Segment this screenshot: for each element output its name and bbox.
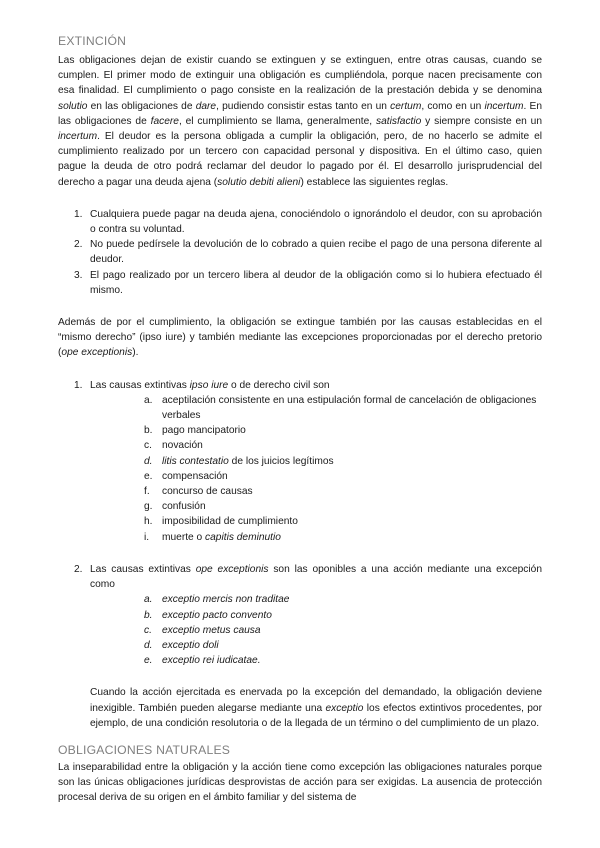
list-item: c. novación [144, 440, 203, 452]
list-item: d. litis contestatio de los juicios legítimos [144, 455, 334, 467]
list-item: b. pago mancipatorio [144, 425, 246, 437]
extinction-causes-list [58, 378, 542, 669]
list-item: c. exceptio metus causa [144, 624, 261, 636]
list-item: e. exceptio rei iudicatae. [144, 655, 261, 667]
list-item: i. muerte o capitis deminutio [144, 531, 281, 543]
list-item: 2. No puede pedírsele la devolución de lo cobrado a quien recibe el pago de una persona diferente al deudor. [74, 239, 542, 266]
extinction-causes-paragraph: Además de por el cumplimiento, la obligación se extingue también por las causas establecidas en el “mismo derecho” (ipso iure) y también mediante las excepciones proporcionadas por el derecho pretorio (ope exceptionis). [58, 317, 542, 359]
section-heading-obligaciones-naturales: OBLIGACIONES NATURALES [58, 742, 231, 757]
list-item: b. exceptio pacto convento [144, 609, 272, 621]
list-item: f. concurso de causas [144, 486, 253, 498]
list-item: h. imposibilidad de cumplimiento [144, 516, 298, 528]
document-body [58, 33, 542, 806]
ope-exceptionis-sublist [90, 592, 542, 668]
list-item: a. exceptio mercis non traditae [144, 594, 290, 606]
list-item: d. exceptio doli [144, 639, 219, 651]
exception-effects-paragraph: Cuando la acción ejercitada es enervada po la excepción del demandado, la obligación deviene inexigible. También pueden alegarse mediante una exceptio los efectos extintivos procedentes, por ejemplo, de una condición resolutoria o de la llegada de un término o del cumplimiento de un plazo. [90, 687, 542, 729]
list-item: 3. El pago realizado por un tercero libera al deudor de la obligación como si lo hubiera efectuado él mismo. [74, 269, 542, 296]
ipso-iure-sublist [90, 393, 542, 545]
intro-paragraph: Las obligaciones dejan de existir cuando se extinguen y se extinguen, entre otras causas, cuando se cumplen. El primer modo de extinguir una obligación es cumpliéndola, porque nacen precisamente con esa finalidad. El cumplimiento o pago consiste en la realización de la prestación debida y se denomina solutio en las obligaciones de dare, pudiendo consistir estas tanto en un certum, como en un incertum. En las obligaciones de facere, el cumplimiento se llama, generalmente, satisfactio y siempre consiste en un incertum. El deudor es la persona obligada a cumplir la obligación, pero, de no hacerlo se admite el cumplimiento realizado por un tercero con capacidad personal y dispositiva. En el último caso, quien pague la deuda de otro podrá reclamar del deudor lo pagado por él. El desarrollo jurisprudencial del derecho a pagar una deuda ajena (solutio debiti alieni) establece las siguientes reglas. [58, 55, 543, 188]
list-item-ope-exceptionis: 2. Las causas extintivas ope exceptionis son las oponibles a una acción mediante una excepción como a. exceptio mercis non traditae b. exceptio pacto convento c. exceptio metus causa d. exceptio doli e. exceptio rei iudicatae. [58, 562, 542, 668]
list-item-ipso-iure: 1. Las causas extintivas ipso iure o de derecho civil son a. aceptilación consistente en una estipulación formal de cancelación de obligaciones verbales b. pago mancipatorio c. novación d. litis contestatio de los juicios legítimos e. compensación f. concurso de causas g. confusión h. imposibilidad de cumplimiento i. muerte o capitis deminutio [58, 378, 542, 545]
list-item: g. confusión [144, 501, 206, 513]
section-heading-extincion: EXTINCIÓN [58, 34, 127, 48]
list-item: 1. Cualquiera puede pagar na deuda ajena, conociéndolo o ignorándolo el deudor, con su aprobación o contra su voluntad. [74, 208, 542, 236]
natural-obligations-paragraph: La inseparabilidad entre la obligación y la acción tiene como excepción las obligaciones naturales porque son las únicas obligaciones jurídicas desprovistas de acción para ser exigidas. La ausencia de protección procesal deriva de su origen en el ámbito familiar y del sistema de [58, 761, 542, 804]
list-item: a. aceptilación consistente en una estipulación formal de cancelación de obligaciones verbales [144, 394, 537, 422]
payment-rules-list [58, 207, 542, 298]
list-item: e. compensación [144, 470, 228, 482]
